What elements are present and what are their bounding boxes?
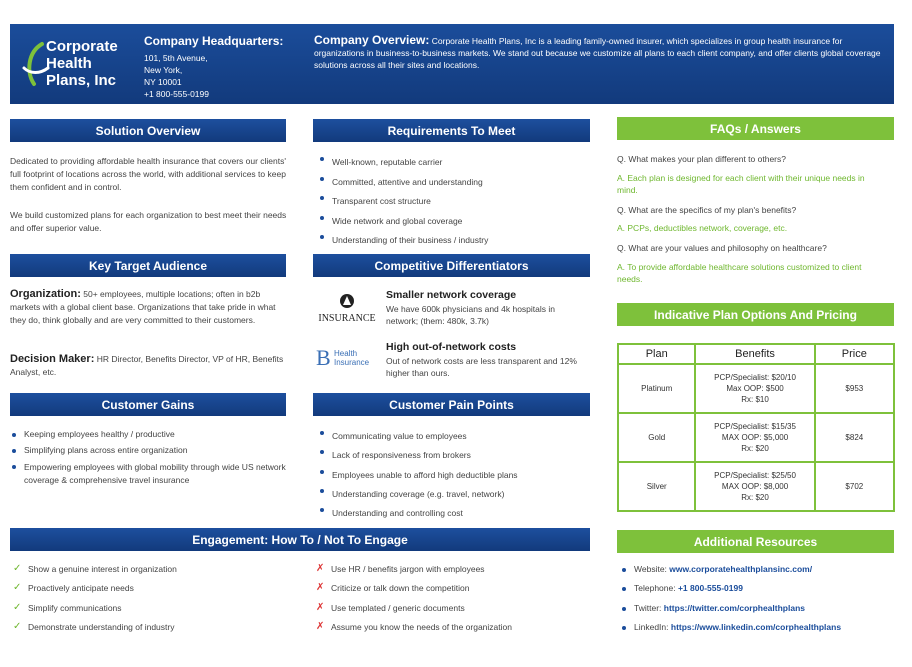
bullet-icon: [622, 568, 626, 572]
resource-twitter: [634, 603, 805, 613]
benefit-line: PCP/Specialist: $20/10: [714, 373, 796, 382]
price-cell: $824: [815, 413, 894, 462]
faq-answer: A. PCPs, deductibles network, coverage, etc.: [617, 223, 788, 233]
competitor-health-insurance-logo-icon: B Health Insurance: [316, 347, 382, 371]
column-header-plan: Plan: [618, 344, 695, 364]
benefit-line: MAX OOP: $5,000: [721, 433, 789, 442]
faq-answer: A. Each plan is designed for each client with their unique needs in mind.: [617, 173, 865, 195]
pain-points-list: [318, 427, 588, 523]
solution-paragraph-2: We build customized plans for each organization to best meet their needs and offer superior value.: [10, 210, 287, 233]
list-item: Wide network and global coverage: [318, 212, 588, 232]
bullet-icon: [622, 587, 626, 591]
check-icon: ✓: [13, 582, 22, 593]
benefit-line: PCP/Specialist: $25/50: [714, 471, 796, 480]
engagement-do-item: Proactively anticipate needs: [28, 583, 134, 593]
overview-text: Corporate Health Plans, Inc is a leading family-owned insurer, which specializes in group health insurance for organizations in business-to-business markets. We stand out because we customize all plans to each client company, and offer clients global coverage solutions across all their sites and locations.: [314, 36, 881, 70]
faq-question: Q. What makes your plan different to others?: [617, 154, 786, 164]
target-audience-header: Key Target Audience: [10, 254, 286, 277]
decision-maker-text: HR Director, Benefits Director, VP of HR, Benefits Analyst, etc.: [10, 354, 284, 377]
hq-line: New York,: [144, 65, 183, 75]
list-item: Simplifying plans across entire organization: [10, 445, 292, 455]
plan-cell: Gold: [618, 413, 695, 462]
resource-label: Website:: [634, 564, 667, 574]
hq-line: +1 800-555-0199: [144, 89, 209, 99]
list-item: Understanding and controlling cost: [318, 504, 588, 523]
hq-title: Company Headquarters:: [144, 34, 284, 48]
pricing-header: Indicative Plan Options And Pricing: [617, 303, 894, 326]
cross-icon: ✗: [316, 602, 325, 613]
list-item: Lack of responsiveness from brokers: [318, 446, 588, 465]
engagement-dont-item: Use templated / generic documents: [331, 603, 465, 613]
differentiator-text: Out of network costs are less transparent and 12% higher than ours.: [386, 356, 577, 378]
engagement-header: Engagement: How To / Not To Engage: [10, 528, 590, 551]
linkedin-link[interactable]: https://www.linkedin.com/corphealthplans: [670, 622, 842, 632]
faq-header: FAQs / Answers: [617, 117, 894, 140]
resources-header: Additional Resources: [617, 530, 894, 553]
competitor-insurance-logo-icon: [315, 292, 379, 326]
benefit-line: PCP/Specialist: $15/35: [714, 422, 796, 431]
bullet-icon: [622, 607, 626, 611]
table-row: [618, 364, 894, 413]
engagement-do-item: Show a genuine interest in organization: [28, 564, 177, 574]
list-item: Empowering employees with global mobility through wide US network coverage & comprehensive travel insurance: [10, 461, 292, 487]
engagement-dont-item: Criticize or talk down the competition: [331, 583, 470, 593]
logo-text: Corporate Health Plans, Inc: [46, 38, 118, 89]
pricing-table: [617, 343, 895, 512]
price-cell: $702: [815, 462, 894, 511]
organization-text: 50+ employees, multiple locations; often in b2b markets with a global client base. Organizations that take pride in what they do, think globally and are very committed to their customers.: [10, 289, 276, 325]
benefit-line: Rx: $10: [741, 395, 769, 404]
customer-gains-list: [10, 429, 292, 487]
cross-icon: ✗: [316, 621, 325, 632]
organization-description: [10, 288, 292, 327]
differentiator-title: Smaller network coverage: [386, 289, 517, 301]
benefit-line: Rx: $20: [741, 493, 769, 502]
plan-cell: Platinum: [618, 364, 695, 413]
benefit-line: Rx: $20: [741, 444, 769, 453]
check-icon: ✓: [13, 621, 22, 632]
list-item: Committed, attentive and understanding: [318, 173, 588, 193]
check-icon: ✓: [13, 602, 22, 613]
overview-label: Company Overview:: [314, 33, 430, 47]
pain-points-header: Customer Pain Points: [313, 393, 590, 416]
resource-label: Twitter:: [634, 603, 662, 613]
organization-label: Organization:: [10, 288, 81, 300]
benefits-cell: [695, 462, 814, 511]
resource-telephone: [634, 583, 743, 593]
resource-website: [634, 564, 812, 574]
engagement-dont-item: Use HR / benefits jargon with employees: [331, 564, 485, 574]
faq-question: Q. What are the specifics of my plan's benefits?: [617, 205, 797, 215]
solution-overview-header: Solution Overview: [10, 119, 286, 142]
faq-answer: A. To provide affordable healthcare solutions customized to client needs.: [617, 262, 862, 284]
list-item: Understanding coverage (e.g. travel, network): [318, 485, 588, 504]
engagement-dont-item: Assume you know the needs of the organization: [331, 622, 512, 632]
resource-label: Telephone:: [634, 583, 676, 593]
bullet-icon: [622, 626, 626, 630]
differentiators-header: Competitive Differentiators: [313, 254, 590, 277]
benefits-cell: [695, 413, 814, 462]
resource-linkedin: [634, 622, 841, 632]
competitor-logo-text: INSURANCE: [318, 313, 376, 324]
differentiator-title: High out-of-network costs: [386, 341, 517, 353]
customer-gains-header: Customer Gains: [10, 393, 286, 416]
requirements-list: [318, 153, 588, 251]
plan-cell: Silver: [618, 462, 695, 511]
benefit-line: MAX OOP: $8,000: [721, 482, 789, 491]
headquarters-block: [144, 34, 304, 100]
table-row: [618, 413, 894, 462]
engagement-do-item: Simplify communications: [28, 603, 122, 613]
benefits-cell: [695, 364, 814, 413]
list-item: Well-known, reputable carrier: [318, 153, 588, 173]
header-banner: [10, 24, 894, 104]
list-item: Keeping employees healthy / productive: [10, 429, 292, 439]
benefit-line: Max OOP: $500: [726, 384, 784, 393]
decision-maker-label: Decision Maker:: [10, 353, 95, 365]
company-overview: [314, 34, 884, 71]
list-item: Understanding of their business / industry: [318, 231, 588, 251]
differentiator-text: We have 600k physicians and 4k hospitals in network; (them: 480k, 3.7k): [386, 304, 555, 326]
solution-paragraph-1: Dedicated to providing affordable health insurance that covers our clients' full footprint of locations across the world, with additional services to keep them confident and in control.: [10, 156, 286, 192]
column-header-benefits: Benefits: [695, 344, 814, 364]
resource-label: LinkedIn:: [634, 622, 669, 632]
hq-line: 101, 5th Avenue,: [144, 53, 208, 63]
table-row: [618, 462, 894, 511]
hq-line: NY 10001: [144, 77, 182, 87]
price-cell: $953: [815, 364, 894, 413]
column-header-price: Price: [815, 344, 894, 364]
website-link[interactable]: www.corporatehealthplansinc.com/: [669, 564, 813, 574]
telephone-link[interactable]: +1 800-555-0199: [677, 583, 743, 593]
cross-icon: ✗: [316, 563, 325, 574]
requirements-header: Requirements To Meet: [313, 119, 590, 142]
twitter-link[interactable]: https://twitter.com/corphealthplans: [663, 603, 805, 613]
engagement-do-item: Demonstrate understanding of industry: [28, 622, 175, 632]
table-header-row: [618, 344, 894, 364]
list-item: Employees unable to afford high deductible plans: [318, 466, 588, 485]
list-item: Communicating value to employees: [318, 427, 588, 446]
decision-maker-description: [10, 353, 292, 379]
faq-question: Q. What are your values and philosophy on healthcare?: [617, 243, 827, 253]
cross-icon: ✗: [316, 582, 325, 593]
competitor-logo-text: Health Insurance: [334, 349, 370, 367]
list-item: Transparent cost structure: [318, 192, 588, 212]
check-icon: ✓: [13, 563, 22, 574]
